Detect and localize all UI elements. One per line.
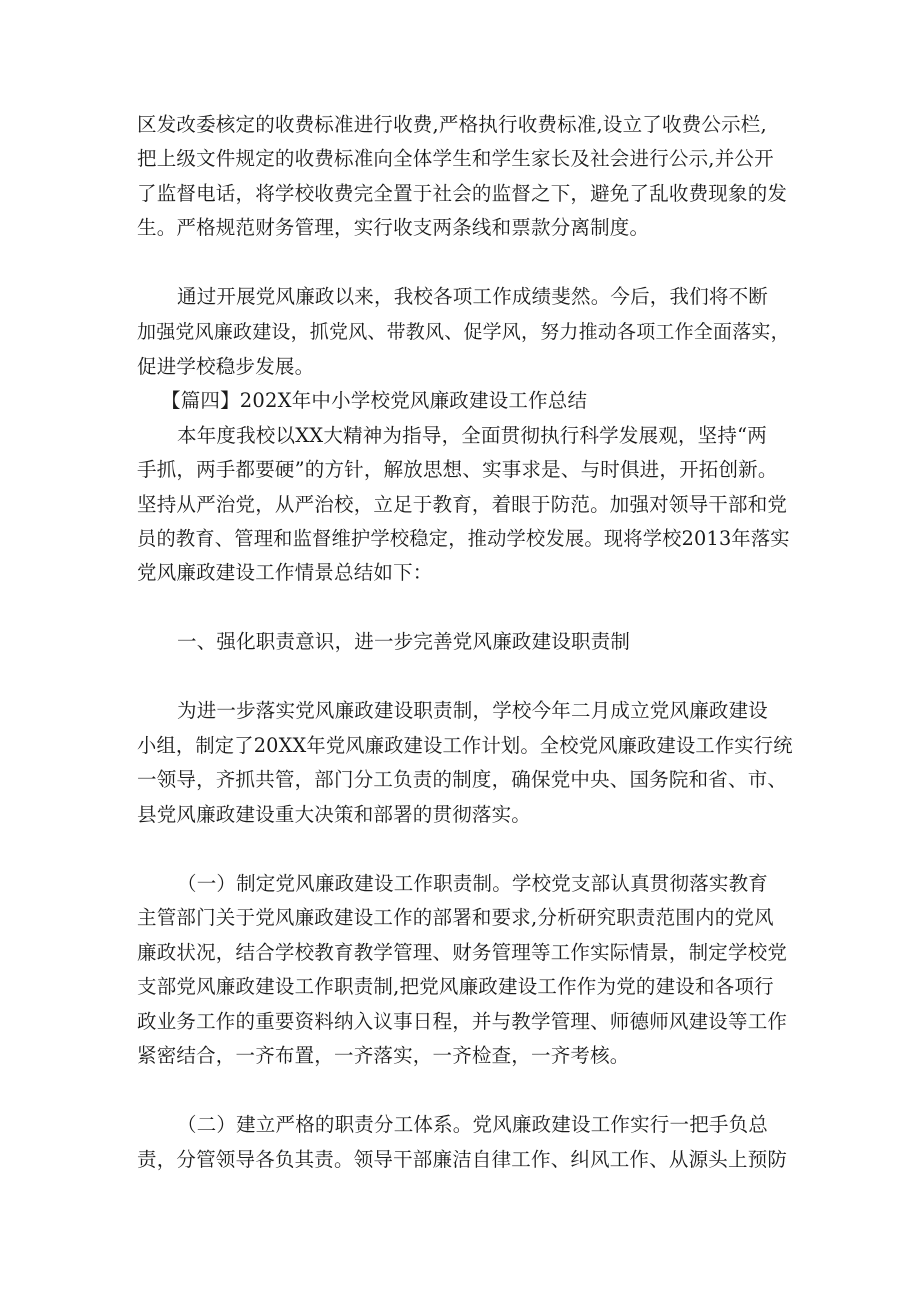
paragraph-6-line-1: （二）建立严格的职责分工体系。党风廉政建设工作实行一把手负总: [177, 1113, 769, 1136]
paragraph-5-line-3: 廉政状况，结合学校教育教学管理、财务管理等工作实际情景，制定学校党: [137, 941, 788, 964]
paragraph-2-line-3: 促进学校稳步发展。: [137, 355, 315, 378]
heading-1: 一、强化职责意识，进一步完善党风廉政建设职责制: [177, 630, 631, 653]
paragraph-5-line-5: 政业务工作的重要资料纳入议事日程，并与教学管理、师德师风建设等工作: [137, 1010, 788, 1033]
paragraph-3-line-4: 员的教育、管理和监督维护学校稳定，推动学校发展。现将学校2013年落实: [137, 527, 790, 550]
paragraph-6-line-2: 责，分管领导各负其责。领导干部廉洁自律工作、纠风工作、从源头上预防: [137, 1148, 788, 1171]
paragraph-3-line-2: 手抓，两手都要硬”的方针，解放思想、实事求是、与时俱进，开拓创新。: [137, 458, 778, 481]
paragraph-5-line-2: 主管部门关于党风廉政建设工作的部署和要求,分析研究职责范围内的党风: [137, 906, 774, 929]
paragraph-4-line-3: 一领导，齐抓共管，部门分工负责的制度，确保党中央、国务院和省、市、: [137, 768, 788, 791]
paragraph-1-line-2: 把上级文件规定的收费标准向全体学生和学生家长及社会进行公示,并公开: [137, 147, 774, 170]
paragraph-1-line-4: 生。严格规范财务管理，实行收支两条线和票款分离制度。: [137, 216, 650, 239]
paragraph-3-line-3: 坚持从严治党，从严治校，立足于教育，着眼于防范。加强对领导干部和党: [137, 493, 788, 516]
paragraph-1-line-3: 了监督电话，将学校收费完全置于社会的监督之下，避免了乱收费现象的发: [137, 182, 788, 205]
section-heading: 【篇四】202X年中小学校党风廉政建设工作总结: [161, 389, 588, 412]
paragraph-2-line-2: 加强党风廉政建设，抓党风、带教风、促学风，努力推动各项工作全面落实，: [137, 321, 790, 343]
paragraph-4-line-2: 小组，制定了20XX年党风廉政建设工作计划。全校党风廉政建设工作实行统: [137, 734, 793, 757]
paragraph-3-line-1: 本年度我校以XX大精神为指导，全面贯彻执行科学发展观，坚持“两: [177, 424, 767, 447]
paragraph-4-line-1: 为进一步落实党风廉政建设职责制，学校今年二月成立党风廉政建设: [177, 699, 769, 722]
paragraph-3-line-5: 党风廉政建设工作情景总结如下：: [137, 561, 433, 584]
paragraph-5-line-1: （一）制定党风廉政建设工作职责制。学校党支部认真贯彻落实教育: [177, 872, 769, 895]
paragraph-5-line-4: 支部党风廉政建设工作职责制,把党风廉政建设工作作为党的建设和各项行: [137, 975, 774, 998]
paragraph-1-line-1: 区发改委核定的收费标准进行收费,严格执行收费标准,设立了收费公示栏,: [137, 113, 767, 136]
paragraph-4-line-4: 县党风廉政建设重大决策和部署的贯彻落实。: [137, 803, 532, 826]
paragraph-2-line-1: 通过开展党风廉政以来，我校各项工作成绩斐然。今后，我们将不断: [177, 285, 769, 308]
paragraph-5-line-6: 紧密结合，一齐布置，一齐落实，一齐检查，一齐考核。: [137, 1044, 630, 1067]
